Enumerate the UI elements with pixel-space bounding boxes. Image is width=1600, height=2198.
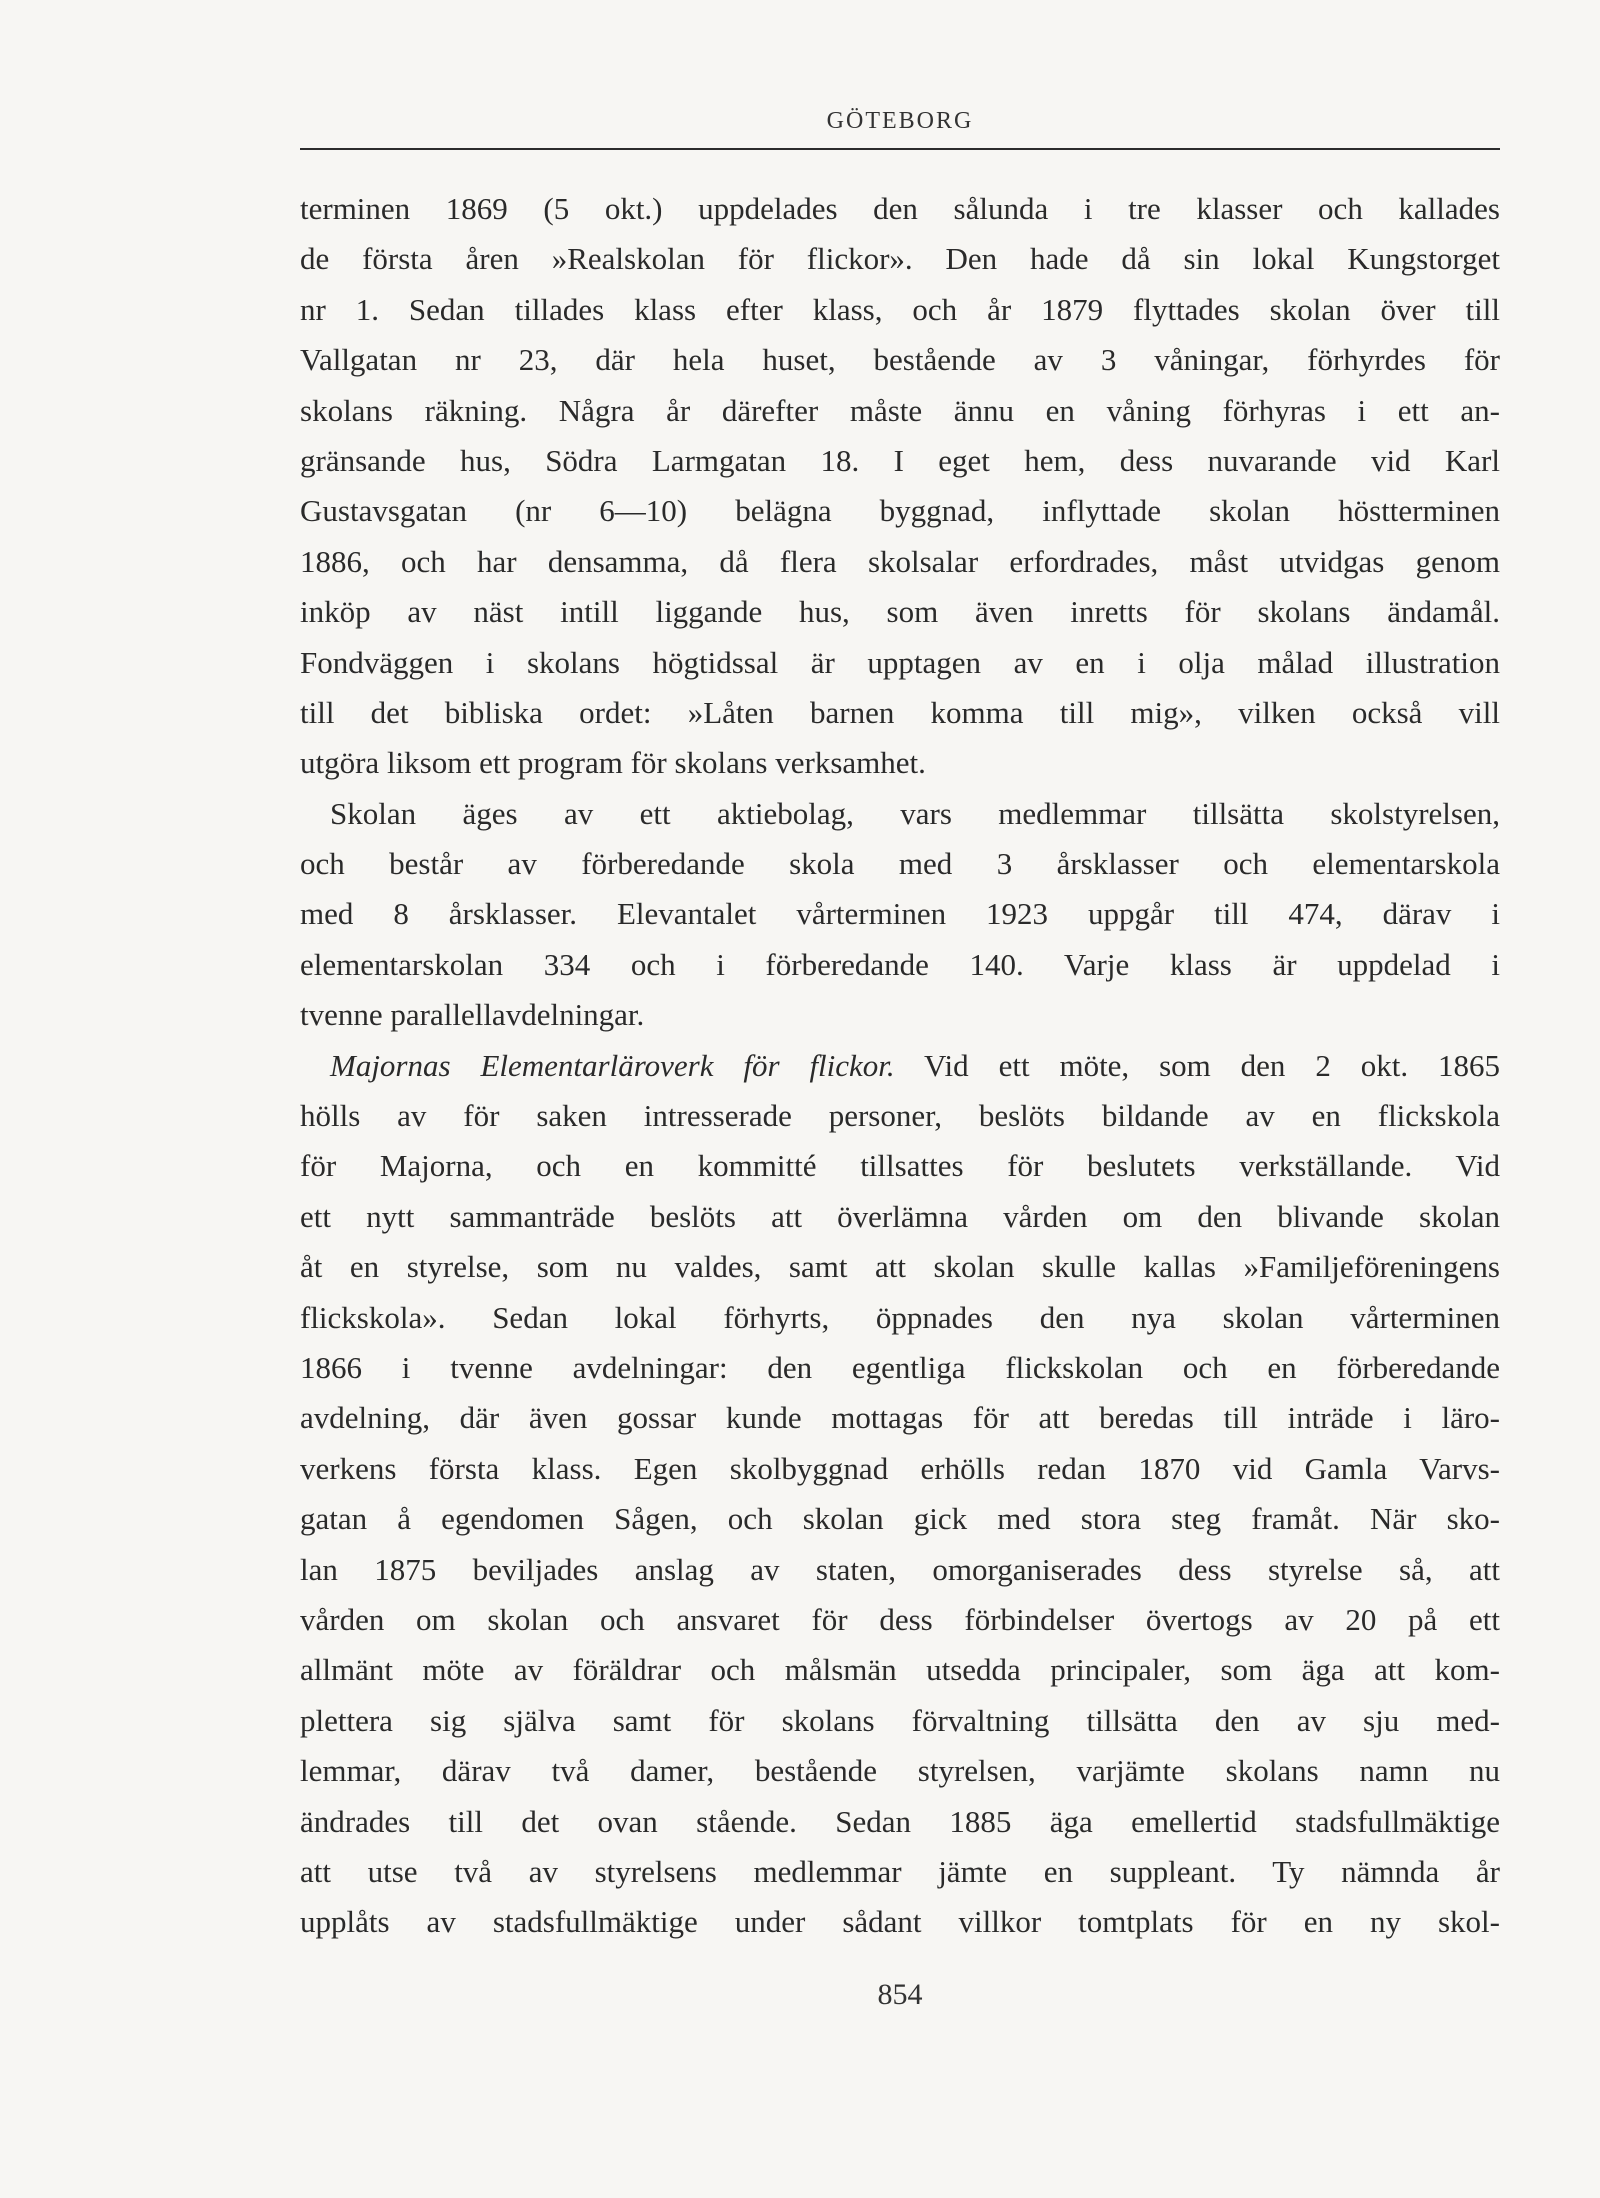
text-line: Gustavsgatan (nr 6—10) belägna byggnad, inflyttade skolan höstterminen bbox=[300, 493, 1500, 529]
text-line: Vallgatan nr 23, där hela huset, bestående av 3 våningar, förhyrdes för bbox=[300, 342, 1500, 378]
page-number: 854 bbox=[877, 1978, 923, 2011]
text-line: allmänt möte av föräldrar och målsmän utsedda principaler, som äga att kom- bbox=[300, 1652, 1500, 1688]
text-line: till det bibliska ordet: »Låten barnen komma till mig», vilken också vill bbox=[300, 694, 1500, 730]
text-line: för Majorna, och en kommitté tillsattes för beslutets verkställande. Vid bbox=[300, 1148, 1500, 1184]
text-line: terminen 1869 (5 okt.) uppdelades den sålunda i tre klasser och kallades bbox=[300, 191, 1500, 226]
section-heading: Majornas Elementarläroverk för flickor. bbox=[330, 1047, 895, 1083]
text-line: 1866 i tvenne avdelningar: den egentliga flickskolan och en förberedande bbox=[300, 1349, 1500, 1385]
text-line: gränsande hus, Södra Larmgatan 18. I eget hem, dess nuvarande vid Karl bbox=[300, 442, 1500, 478]
body-text bbox=[300, 184, 1500, 1948]
section-opening-text: Vid ett möte, som den 2 okt. 1865 bbox=[894, 1047, 1500, 1083]
text-line: hölls av för saken intresserade personer, beslöts bildande av en flickskola bbox=[300, 1098, 1500, 1134]
text-line: vården om skolan och ansvaret för dess förbindelser övertogs av 20 på ett bbox=[300, 1601, 1500, 1637]
text-line: lemmar, därav två damer, bestående styrelsen, varjämte skolans namn nu bbox=[300, 1753, 1500, 1789]
text-line: gatan å egendomen Sågen, och skolan gick med stora steg framåt. När sko- bbox=[300, 1501, 1500, 1537]
text-line: elementarskolan 334 och i förberedande 140. Varje klass är uppdelad i bbox=[300, 946, 1500, 982]
text-line: 1886, och har densamma, då flera skolsalar erfordrades, måst utvidgas genom bbox=[300, 543, 1500, 579]
text-line: ett nytt sammanträde beslöts att överlämna vården om den blivande skolan bbox=[300, 1198, 1500, 1234]
text-line: nr 1. Sedan tillades klass efter klass, och år 1879 flyttades skolan över till bbox=[300, 291, 1500, 327]
running-head: GÖTEBORG bbox=[826, 108, 974, 134]
text-line: och består av förberedande skola med 3 årsklasser och elementarskola bbox=[300, 846, 1500, 882]
text-line: avdelning, där även gossar kunde mottagas för att beredas till inträde i läro- bbox=[300, 1400, 1500, 1436]
text-line: verkens första klass. Egen skolbyggnad erhölls redan 1870 vid Gamla Varvs- bbox=[300, 1450, 1500, 1486]
text-line: lan 1875 beviljades anslag av staten, omorganiserades dess styrelse så, att bbox=[300, 1551, 1500, 1587]
text-line: att utse två av styrelsens medlemmar jämte en suppleant. Ty nämnda år bbox=[300, 1853, 1500, 1889]
text-line: plettera sig själva samt för skolans förvaltning tillsätta den av sju med- bbox=[300, 1702, 1500, 1738]
section-opening-line bbox=[300, 1041, 1500, 1091]
text-line: skolans räkning. Några år därefter måste ännu en våning förhyras i ett an- bbox=[300, 392, 1500, 428]
text-line: Skolan äges av ett aktiebolag, vars medlemmar tillsätta skolstyrelsen, bbox=[330, 795, 1500, 831]
text-line: åt en styrelse, som nu valdes, samt att skolan skulle kallas »Familjeföreningens bbox=[300, 1249, 1500, 1285]
text-line: flickskola». Sedan lokal förhyrts, öppnades den nya skolan vårterminen bbox=[300, 1299, 1500, 1335]
text-line: med 8 årsklasser. Elevantalet vårterminen 1923 uppgår till 474, därav i bbox=[300, 896, 1500, 932]
text-line: ändrades till det ovan stående. Sedan 1885 äga emellertid stadsfullmäktige bbox=[300, 1803, 1500, 1839]
header-rule bbox=[300, 148, 1500, 150]
text-line: utgöra liksom ett program för skolans verksamhet. bbox=[300, 745, 926, 781]
text-line: Fondväggen i skolans högtidssal är upptagen av en i olja målad illustration bbox=[300, 644, 1500, 680]
text-line: tvenne parallellavdelningar. bbox=[300, 997, 645, 1033]
text-line: de första åren »Realskolan för flickor». Den hade då sin lokal Kungstorget bbox=[300, 241, 1500, 277]
text-line: upplåts av stadsfullmäktige under sådant villkor tomtplats för en ny skol- bbox=[300, 1904, 1500, 1940]
text-line: inköp av näst intill liggande hus, som även inretts för skolans ändamål. bbox=[300, 594, 1500, 630]
